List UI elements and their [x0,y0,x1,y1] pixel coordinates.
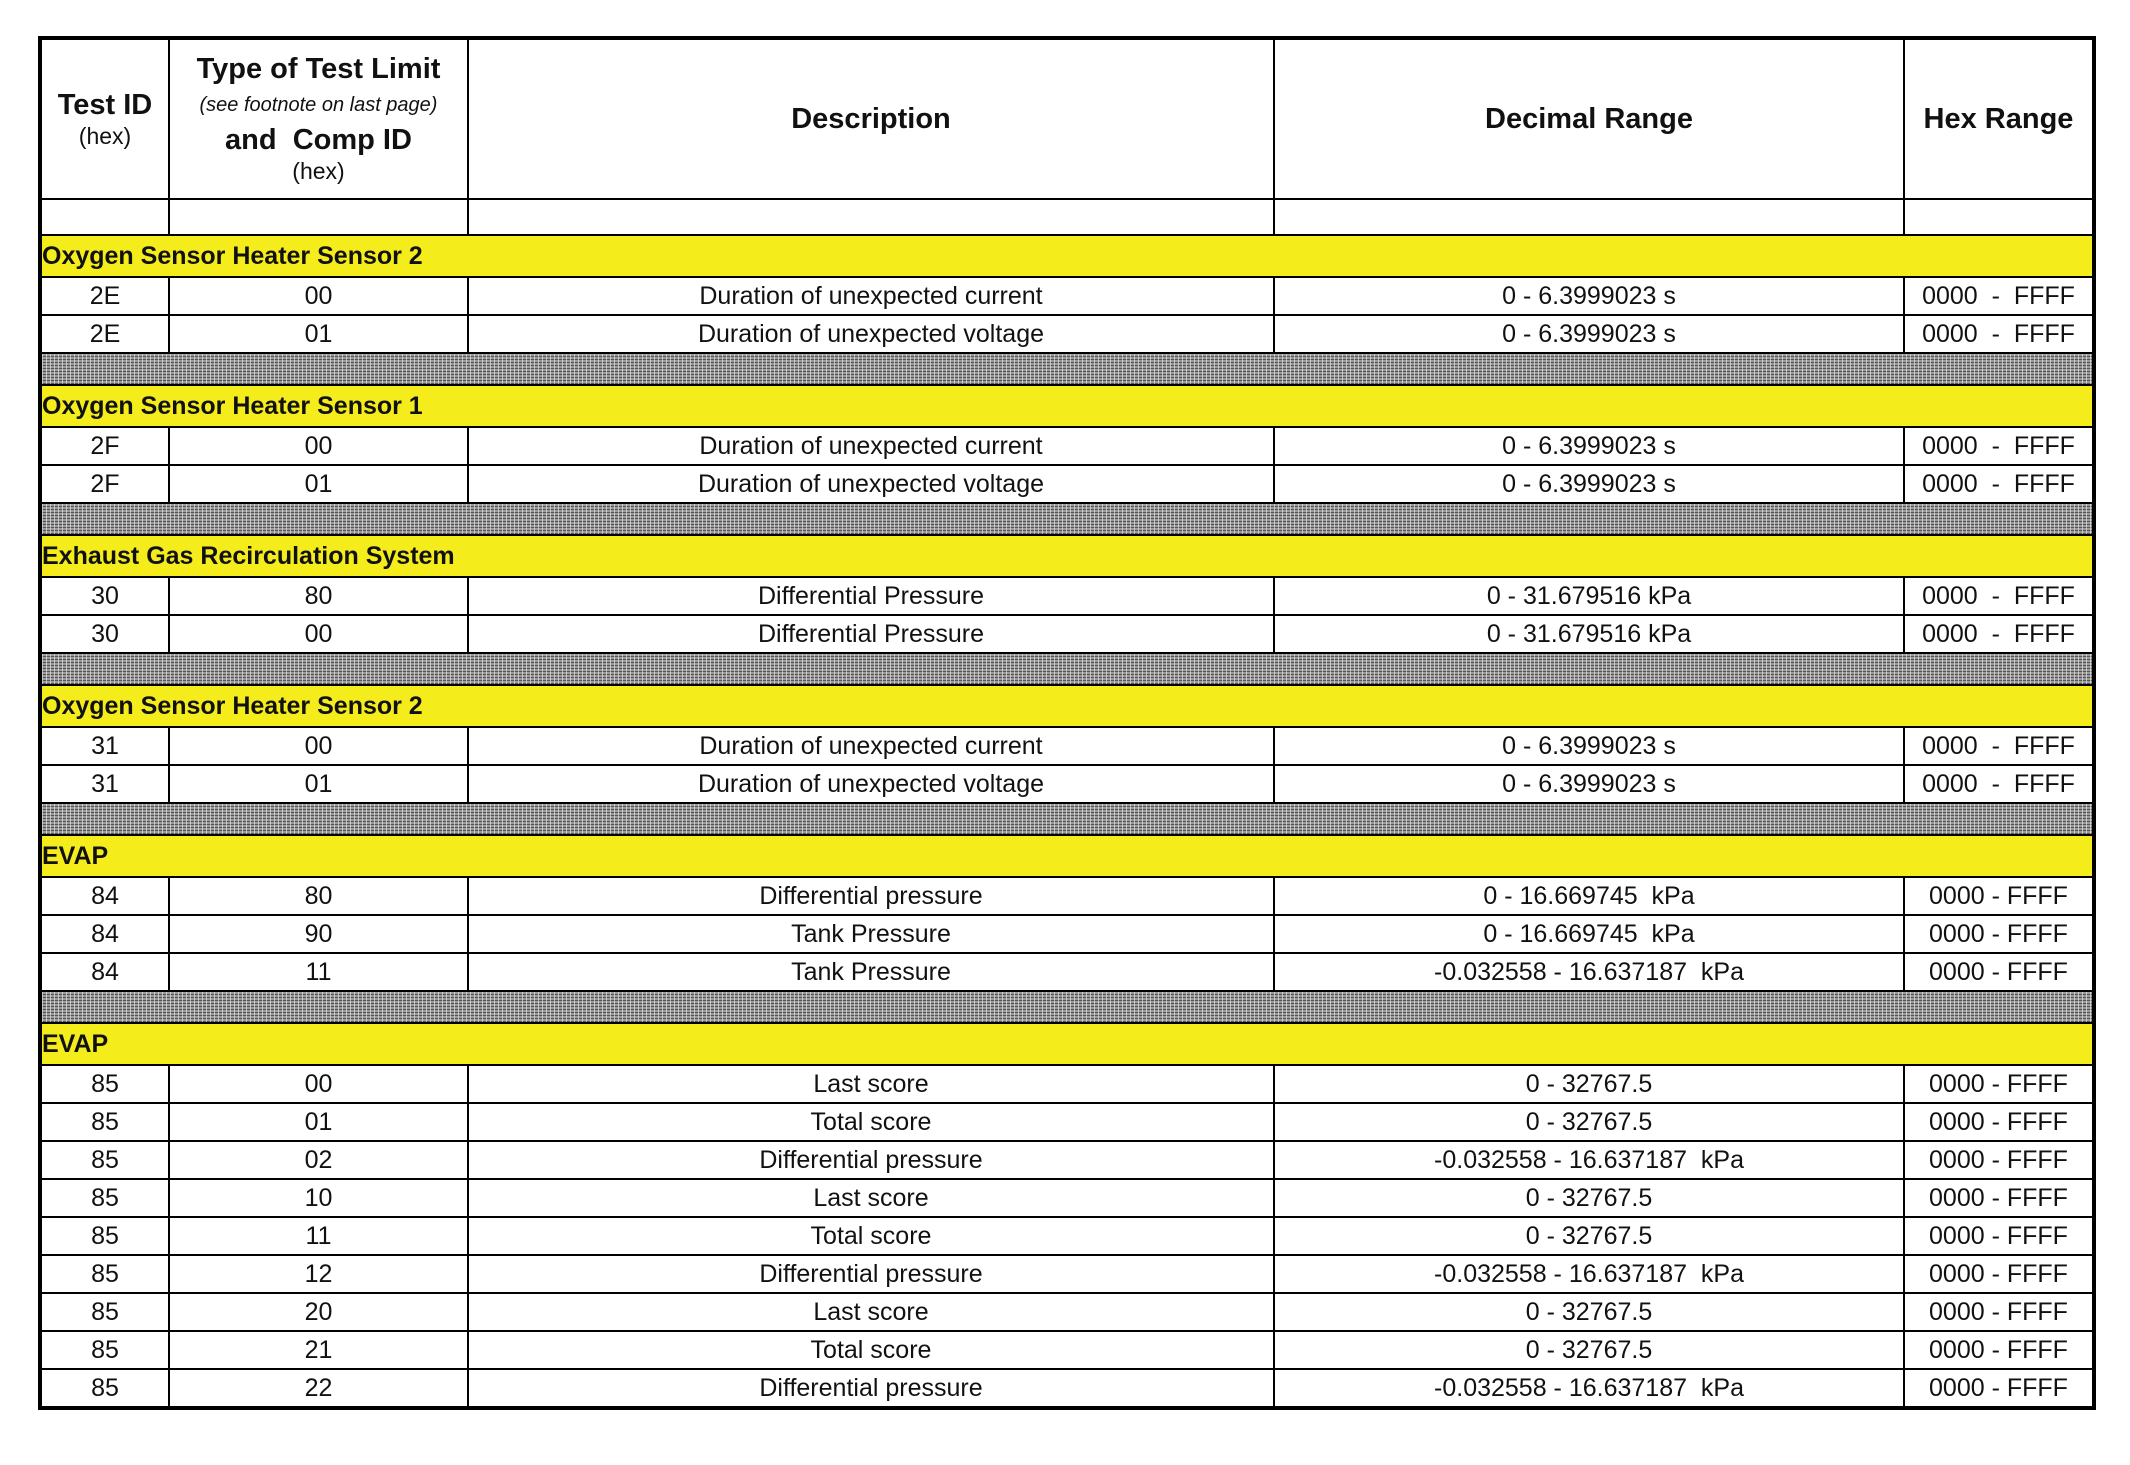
blank-cell [468,199,1274,235]
cell-test-id: 2E [40,277,169,315]
cell-description: Differential pressure [468,877,1274,915]
section-header-row [40,235,2094,277]
table-row [40,1103,2094,1141]
separator-band [40,803,2094,835]
cell-test-id: 85 [40,1217,169,1255]
cell-hex-range: 0000 - FFFF [1904,1141,2094,1179]
table-row [40,277,2094,315]
header-row [40,38,2094,199]
blank-cell [1274,199,1904,235]
separator-row [40,803,2094,835]
cell-description: Total score [468,1217,1274,1255]
cell-test-id: 84 [40,953,169,991]
cell-description: Differential Pressure [468,577,1274,615]
table-row [40,727,2094,765]
table-row [40,577,2094,615]
section-title: EVAP [40,1023,2094,1065]
cell-comp-id: 00 [169,727,468,765]
cell-test-id: 85 [40,1369,169,1408]
cell-test-id: 85 [40,1179,169,1217]
cell-comp-id: 00 [169,1065,468,1103]
cell-decimal-range: 0 - 6.3999023 s [1274,427,1904,465]
cell-decimal-range: 0 - 32767.5 [1274,1179,1904,1217]
cell-comp-id: 01 [169,765,468,803]
cell-test-id: 85 [40,1103,169,1141]
cell-hex-range: 0000 - FFFF [1904,1369,2094,1408]
cell-description: Differential pressure [468,1141,1274,1179]
header-type-line2: and Comp ID [225,124,412,157]
cell-decimal-range: 0 - 32767.5 [1274,1103,1904,1141]
cell-test-id: 2F [40,465,169,503]
table-row [40,1369,2094,1408]
separator-row [40,653,2094,685]
cell-hex-range: 0000 - FFFF [1904,1255,2094,1293]
cell-description: Last score [468,1293,1274,1331]
cell-comp-id: 00 [169,615,468,653]
table-row [40,615,2094,653]
section-header-row [40,535,2094,577]
cell-comp-id: 02 [169,1141,468,1179]
table-row [40,465,2094,503]
cell-test-id: 31 [40,765,169,803]
table-row [40,1293,2094,1331]
header-hex-range: Hex Range [1904,38,2094,199]
cell-description: Last score [468,1179,1274,1217]
cell-test-id: 84 [40,877,169,915]
cell-decimal-range: 0 - 31.679516 kPa [1274,615,1904,653]
cell-comp-id: 10 [169,1179,468,1217]
table-row [40,1141,2094,1179]
table-row [40,1179,2094,1217]
cell-description: Duration of unexpected current [468,277,1274,315]
cell-comp-id: 00 [169,277,468,315]
cell-hex-range: 0000 - FFFF [1904,1065,2094,1103]
header-type-sub: (hex) [292,158,345,184]
cell-comp-id: 11 [169,953,468,991]
cell-comp-id: 80 [169,877,468,915]
cell-test-id: 30 [40,577,169,615]
cell-comp-id: 00 [169,427,468,465]
cell-description: Differential Pressure [468,615,1274,653]
cell-decimal-range: 0 - 31.679516 kPa [1274,577,1904,615]
cell-decimal-range: 0 - 6.3999023 s [1274,277,1904,315]
section-header-row [40,685,2094,727]
blank-cell [1904,199,2094,235]
cell-decimal-range: 0 - 6.3999023 s [1274,465,1904,503]
cell-description: Duration of unexpected voltage [468,315,1274,353]
cell-comp-id: 11 [169,1217,468,1255]
cell-description: Duration of unexpected current [468,427,1274,465]
section-title: Exhaust Gas Recirculation System [40,535,2094,577]
cell-hex-range: 0000 - FFFF [1904,765,2094,803]
blank-cell [169,199,468,235]
cell-test-id: 85 [40,1293,169,1331]
table-row [40,877,2094,915]
table-row [40,1065,2094,1103]
cell-decimal-range: 0 - 6.3999023 s [1274,727,1904,765]
cell-decimal-range: 0 - 16.669745 kPa [1274,915,1904,953]
section-title: EVAP [40,835,2094,877]
cell-description: Tank Pressure [468,953,1274,991]
cell-test-id: 85 [40,1141,169,1179]
separator-row [40,503,2094,535]
cell-description: Last score [468,1065,1274,1103]
cell-test-id: 2F [40,427,169,465]
table-row [40,1331,2094,1369]
cell-hex-range: 0000 - FFFF [1904,727,2094,765]
cell-test-id: 85 [40,1331,169,1369]
separator-band [40,353,2094,385]
cell-decimal-range: 0 - 6.3999023 s [1274,315,1904,353]
cell-test-id: 85 [40,1065,169,1103]
cell-decimal-range: 0 - 16.669745 kPa [1274,877,1904,915]
header-test-id [40,38,169,199]
table-row [40,427,2094,465]
cell-description: Differential pressure [468,1255,1274,1293]
header-type-footnote: (see footnote on last page) [199,94,438,117]
cell-hex-range: 0000 - FFFF [1904,1103,2094,1141]
cell-decimal-range: 0 - 32767.5 [1274,1065,1904,1103]
cell-description: Tank Pressure [468,915,1274,953]
cell-comp-id: 12 [169,1255,468,1293]
cell-comp-id: 22 [169,1369,468,1408]
cell-comp-id: 01 [169,1103,468,1141]
cell-hex-range: 0000 - FFFF [1904,1331,2094,1369]
cell-comp-id: 80 [169,577,468,615]
separator-band [40,991,2094,1023]
cell-decimal-range: 0 - 32767.5 [1274,1217,1904,1255]
section-title: Oxygen Sensor Heater Sensor 1 [40,385,2094,427]
cell-test-id: 84 [40,915,169,953]
blank-cell [40,199,169,235]
cell-description: Differential pressure [468,1369,1274,1408]
cell-description: Duration of unexpected current [468,727,1274,765]
section-title: Oxygen Sensor Heater Sensor 2 [40,685,2094,727]
cell-comp-id: 21 [169,1331,468,1369]
cell-decimal-range: 0 - 32767.5 [1274,1331,1904,1369]
cell-hex-range: 0000 - FFFF [1904,427,2094,465]
cell-comp-id: 01 [169,465,468,503]
cell-description: Total score [468,1331,1274,1369]
cell-hex-range: 0000 - FFFF [1904,315,2094,353]
cell-hex-range: 0000 - FFFF [1904,915,2094,953]
section-header-row [40,385,2094,427]
cell-hex-range: 0000 - FFFF [1904,465,2094,503]
cell-hex-range: 0000 - FFFF [1904,953,2094,991]
cell-test-id: 2E [40,315,169,353]
header-test-id-sub: (hex) [78,122,132,149]
cell-comp-id: 90 [169,915,468,953]
cell-hex-range: 0000 - FFFF [1904,1293,2094,1331]
cell-test-id: 85 [40,1255,169,1293]
cell-hex-range: 0000 - FFFF [1904,615,2094,653]
separator-band [40,653,2094,685]
table-body [40,199,2094,1408]
cell-test-id: 30 [40,615,169,653]
header-decimal-range: Decimal Range [1274,38,1904,199]
cell-comp-id: 20 [169,1293,468,1331]
separator-band [40,503,2094,535]
cell-decimal-range: -0.032558 - 16.637187 kPa [1274,1369,1904,1408]
cell-description: Duration of unexpected voltage [468,765,1274,803]
header-type-line1: Type of Test Limit [196,53,441,86]
section-title: Oxygen Sensor Heater Sensor 2 [40,235,2094,277]
header-test-id-label: Test ID [57,88,153,121]
cell-hex-range: 0000 - FFFF [1904,277,2094,315]
header-type-of-test-limit [169,38,468,199]
separator-row [40,353,2094,385]
cell-decimal-range: -0.032558 - 16.637187 kPa [1274,953,1904,991]
cell-decimal-range: -0.032558 - 16.637187 kPa [1274,1255,1904,1293]
cell-decimal-range: 0 - 32767.5 [1274,1293,1904,1331]
table-row [40,915,2094,953]
blank-row [40,199,2094,235]
cell-hex-range: 0000 - FFFF [1904,1179,2094,1217]
table-row [40,1255,2094,1293]
table-row [40,315,2094,353]
separator-row [40,991,2094,1023]
cell-hex-range: 0000 - FFFF [1904,1217,2094,1255]
cell-comp-id: 01 [169,315,468,353]
cell-decimal-range: -0.032558 - 16.637187 kPa [1274,1141,1904,1179]
table-row [40,953,2094,991]
section-header-row [40,1023,2094,1065]
header-description: Description [468,38,1274,199]
cell-hex-range: 0000 - FFFF [1904,577,2094,615]
cell-test-id: 31 [40,727,169,765]
section-header-row [40,835,2094,877]
cell-decimal-range: 0 - 6.3999023 s [1274,765,1904,803]
cell-description: Total score [468,1103,1274,1141]
cell-description: Duration of unexpected voltage [468,465,1274,503]
table-row [40,1217,2094,1255]
table-row [40,765,2094,803]
cell-hex-range: 0000 - FFFF [1904,877,2094,915]
test-limits-table [38,36,2096,1410]
